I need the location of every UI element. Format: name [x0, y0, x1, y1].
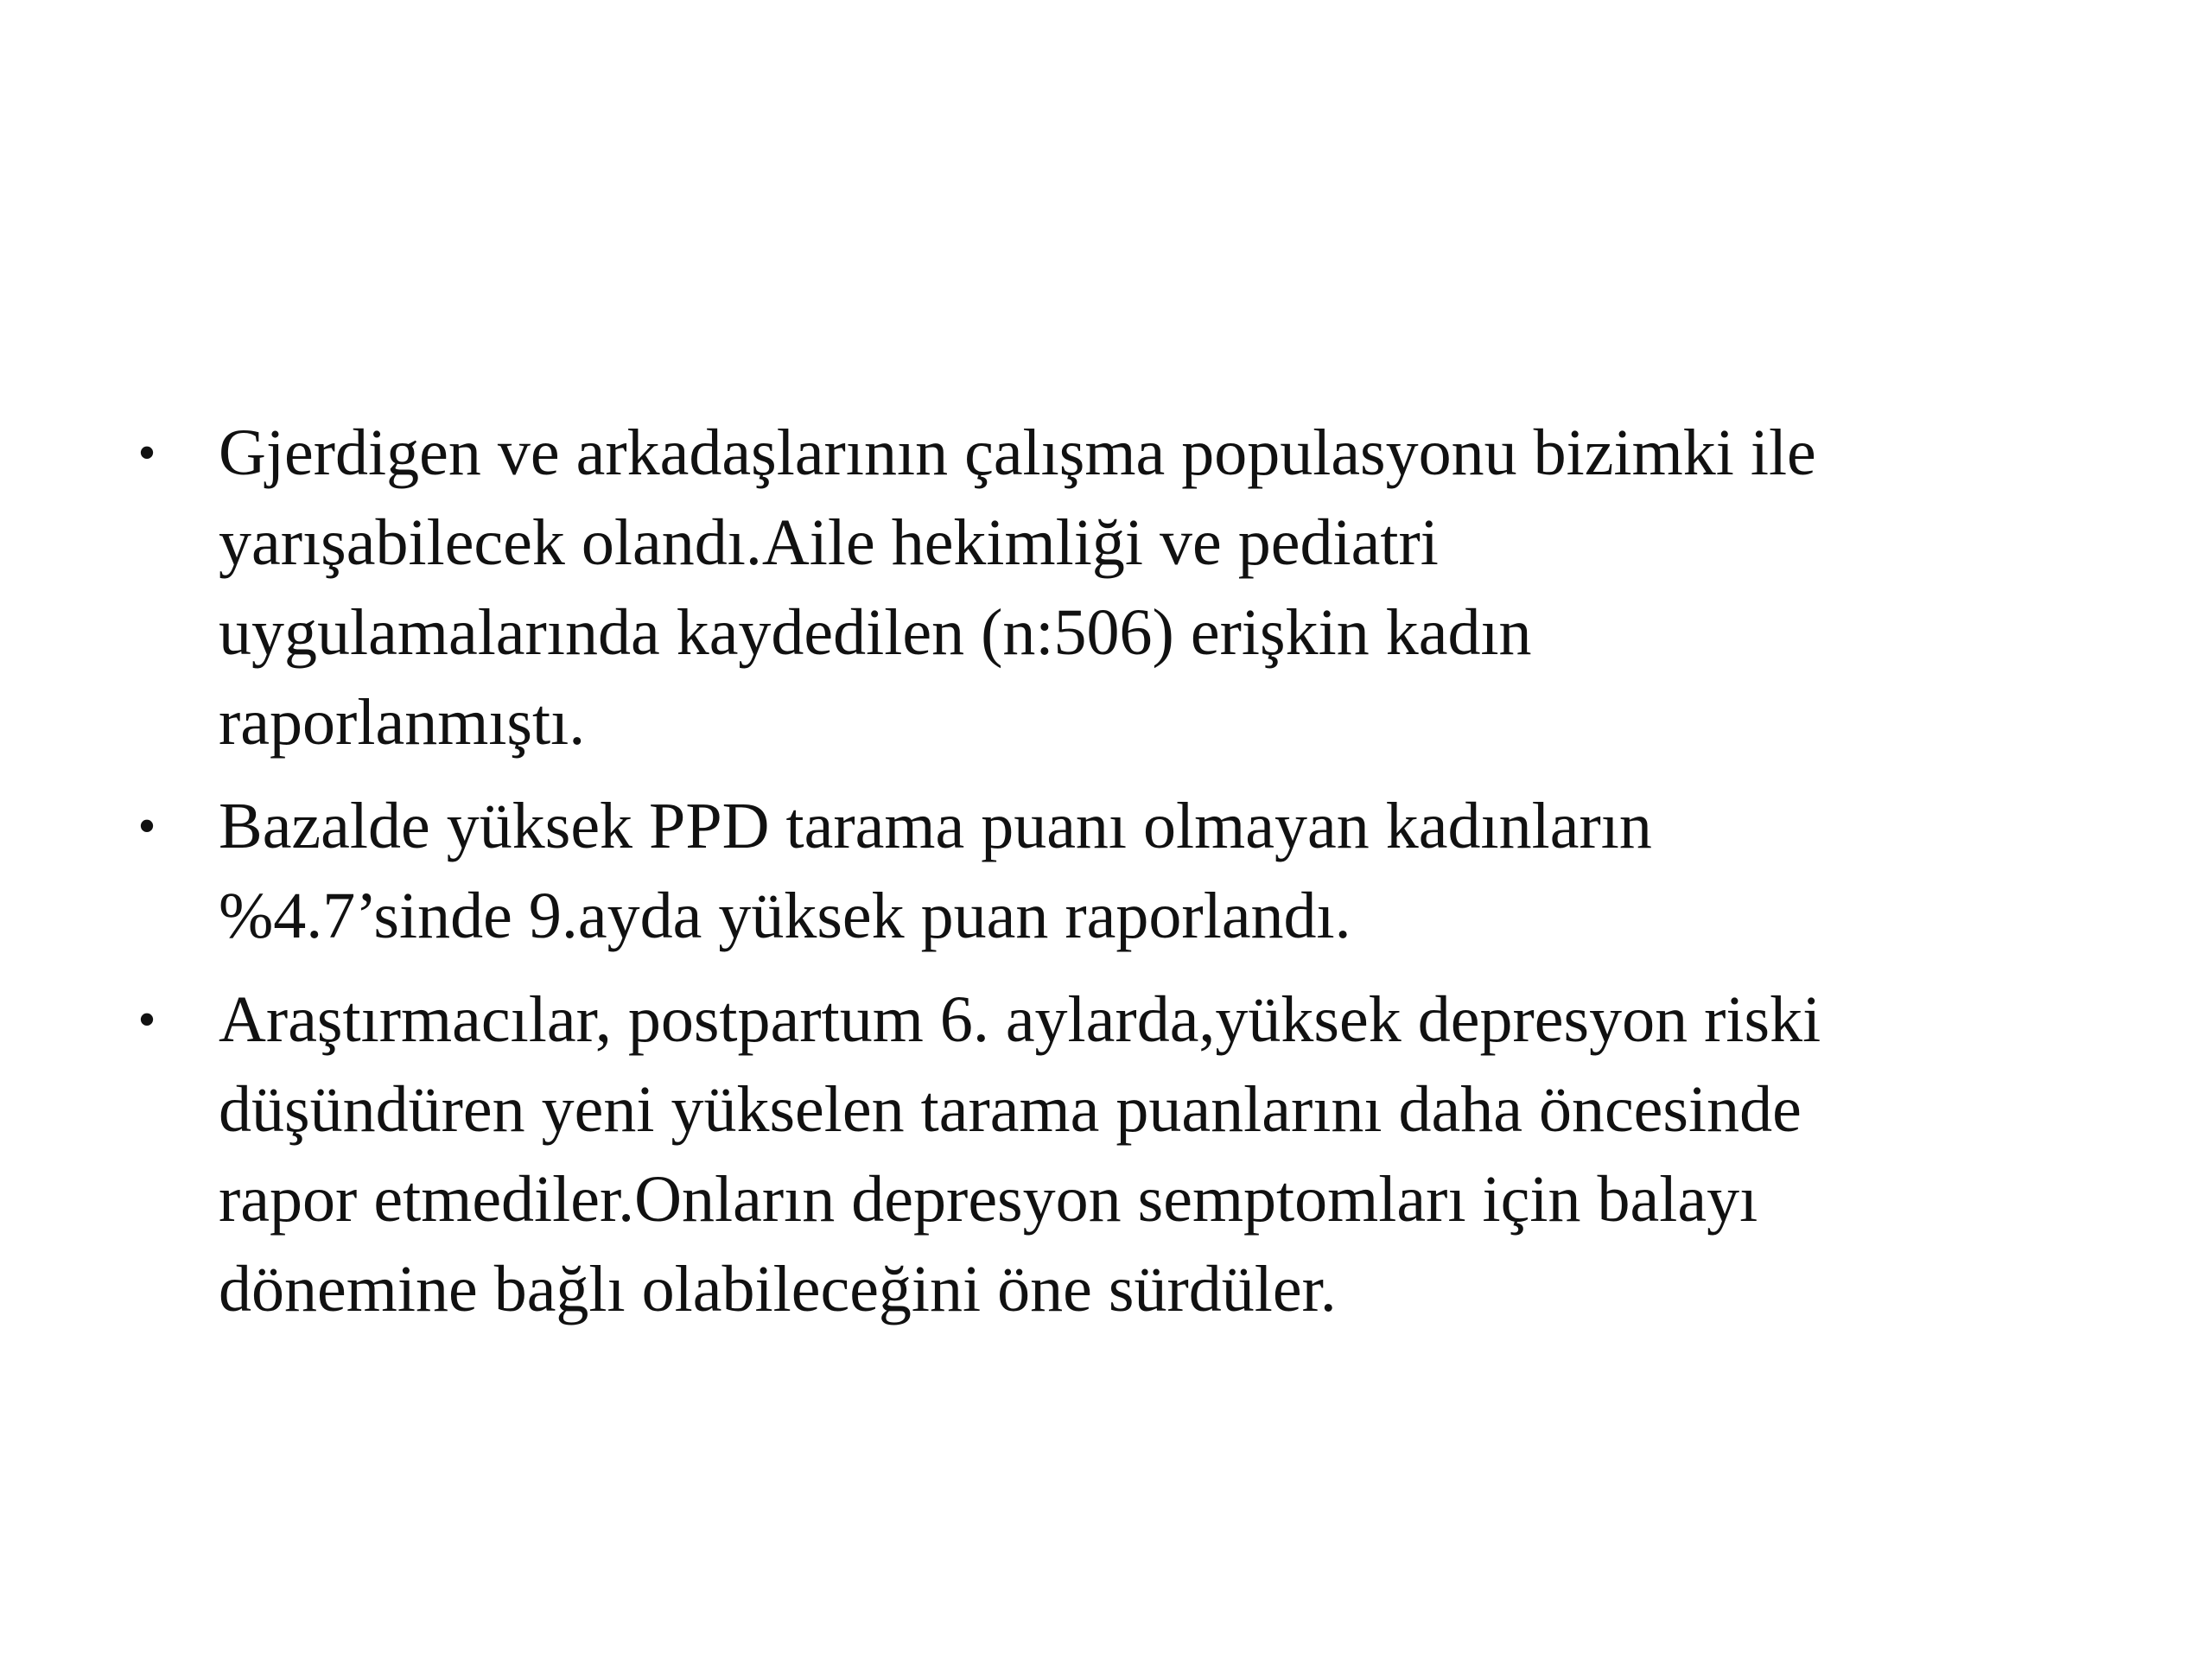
- bullet-item: [130, 781, 2082, 961]
- bullet-text: Bazalde yüksek PPD tarama puanı olmayan kadınların %4.7’sinde 9.ayda yüksek puan raporlandı.: [219, 790, 1652, 952]
- bullet-item: [130, 408, 2082, 767]
- bullet-item: [130, 975, 2082, 1334]
- bullet-marker: •: [137, 424, 156, 481]
- bullet-text: Araştırmacılar, postpartum 6. aylarda,yüksek depresyon riski düşündüren yeni yükselen tarama puanlarını daha öncesinde rapor etmediler.Onların depresyon semptomları için balayı dönemine bağlı olabileceğini öne sürdüler.: [219, 983, 1821, 1325]
- bullet-marker: •: [137, 991, 156, 1048]
- bullet-marker: •: [137, 798, 156, 855]
- bullet-list: [130, 408, 2082, 1348]
- bullet-text: Gjerdigen ve arkadaşlarının çalışma populasyonu bizimki ile yarışabilecek olandı.Aile hekimliği ve pediatri uygulamalarında kaydedilen (n:506) erişkin kadın raporlanmıştı.: [219, 416, 1816, 759]
